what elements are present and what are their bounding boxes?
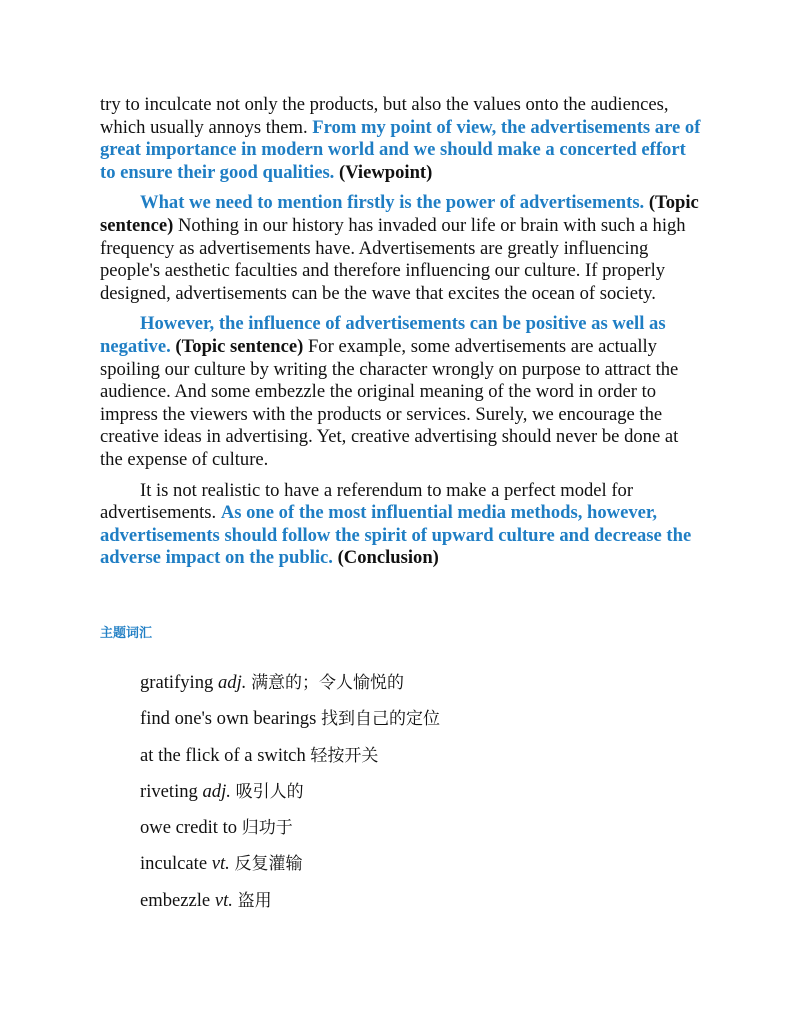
highlight-sentence: From my point of view, the advertisements are of great importance in modern world and we should make a concerted effort to ensure their good qualities. <box>100 116 701 183</box>
paragraph-tag: (Topic sentence) <box>100 192 699 236</box>
vocab-pos: adj. <box>202 780 231 802</box>
paragraph-tag: (Conclusion) <box>332 547 439 569</box>
vocab-item <box>140 887 700 923</box>
vocab-item <box>140 669 700 705</box>
vocab-meaning: 满意的；令人愉悦的 <box>251 673 405 693</box>
vocab-list <box>140 669 700 923</box>
vocab-item <box>140 814 700 850</box>
text-run: It is not realistic to have a referendum to make a perfect model for advertisements. <box>100 479 634 524</box>
vocab-item <box>140 850 700 886</box>
vocab-meaning: 归功于 <box>241 818 293 839</box>
vocab-meaning: 找到自己的定位 <box>321 709 440 730</box>
vocab-section-title: 主题词汇 <box>100 626 153 641</box>
vocab-pos: vt. <box>211 853 230 875</box>
vocab-item <box>140 778 700 814</box>
essay-body <box>100 94 705 578</box>
vocab-pos: vt. <box>214 889 233 911</box>
vocab-term: find one's own bearings <box>140 708 317 730</box>
vocab-term: owe credit to <box>140 817 238 839</box>
highlight-sentence: What we need to mention firstly is the power of advertisements. <box>140 192 645 214</box>
vocab-meaning: 吸引人的 <box>235 781 304 802</box>
paragraph-tag: (Viewpoint) <box>334 161 433 183</box>
text-run: try to inculcate not only the products, but also the values onto the audiences, which usually annoys them. <box>100 94 669 138</box>
text-run: Nothing in our history has invaded our life or brain with such a high frequency as advertisements have. Advertisements are greatly influencing people's aesthetic faculties and therefore influencing our culture. If properly designed, advertisements can be the wave that excites the ocean of society. <box>100 214 686 304</box>
text-run: For example, some advertisements are actually spoiling our culture by writing the character wrongly on purpose to attract the audience. And some embezzle the original meaning of the word in order to impress the viewers with the products or services. Surely, we encourage the creative ideas in advertising. Yet, creative advertising should never be done at the expense of culture. <box>100 335 679 470</box>
vocab-meaning: 轻按开关 <box>310 745 379 766</box>
vocab-item <box>140 742 700 778</box>
vocab-term: at the flick of a switch <box>140 744 306 766</box>
paragraph-conclusion <box>100 480 705 570</box>
vocab-term: riveting <box>140 780 198 802</box>
vocab-term: inculcate <box>140 853 208 875</box>
vocab-term: gratifying <box>140 672 214 693</box>
vocab-pos: adj. <box>217 672 247 693</box>
vocab-meaning: 反复灌输 <box>234 854 303 875</box>
vocab-meaning: 盗用 <box>237 890 272 911</box>
vocab-item <box>140 705 700 741</box>
paragraph-topic-2 <box>100 313 705 471</box>
paragraph-tag: (Topic sentence) <box>170 335 304 357</box>
vocab-term: embezzle <box>140 889 211 911</box>
paragraph-topic-1 <box>100 192 705 305</box>
highlight-sentence: However, the influence of advertisements can be positive as well as negative. <box>100 313 666 357</box>
paragraph-viewpoint <box>100 94 705 184</box>
highlight-sentence: As one of the most influential media methods, however, advertisements should follow the spirit of upward culture and decrease the adverse impact on the public. <box>100 502 692 569</box>
